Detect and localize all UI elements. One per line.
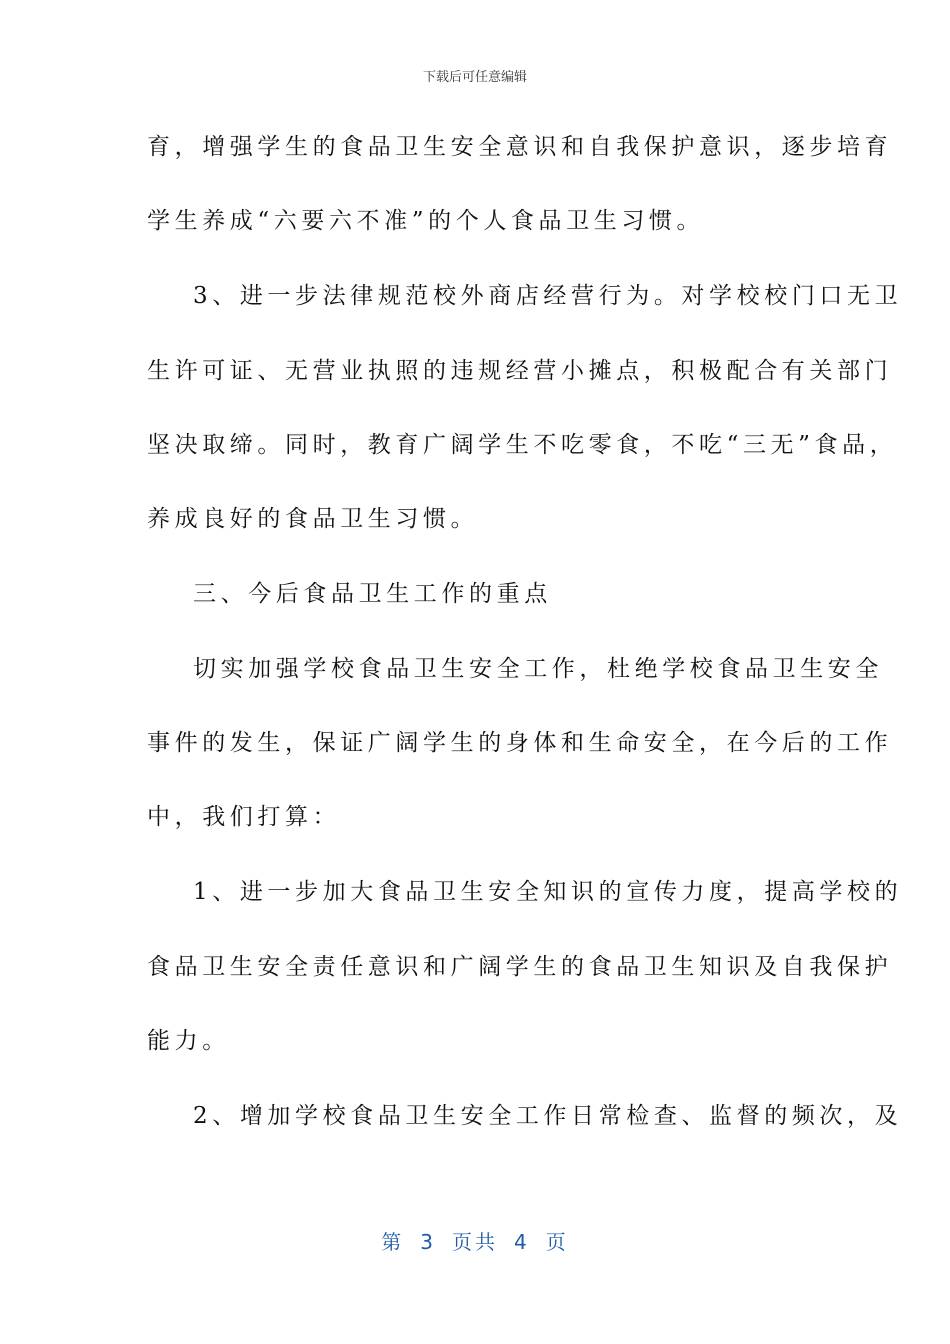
body-line: 坚决取缔。同时，教育广阔学生不吃零食，不吃“三无”食品， bbox=[147, 432, 898, 458]
page-suffix: 页 bbox=[545, 1230, 569, 1254]
body-line: 3、进一步法律规范校外商店经营行为。对学校校门口无卫 bbox=[193, 283, 903, 309]
body-line: 养成良好的食品卫生习惯。 bbox=[147, 506, 479, 532]
body-line: 切实加强学校食品卫生安全工作，杜绝学校食品卫生安全 bbox=[193, 656, 883, 682]
page-middle: 页共 bbox=[452, 1230, 498, 1254]
page-header: 下载后可任意编辑 bbox=[422, 70, 527, 85]
body-line: 能力。 bbox=[147, 1028, 230, 1054]
body-line: 育，增强学生的食品卫生安全意识和自我保护意识，逐步培育 bbox=[147, 134, 893, 160]
body-line: 事件的发生，保证广阔学生的身体和生命安全，在今后的工作 bbox=[147, 730, 893, 756]
total-pages-number: 4 bbox=[514, 1230, 530, 1254]
body-line: 中，我们打算： bbox=[147, 804, 341, 830]
section-heading: 三、今后食品卫生工作的重点 bbox=[193, 581, 552, 607]
page-number-footer bbox=[0, 1226, 950, 1255]
body-line: 学生养成“六要六不准”的个人食品卫生习惯。 bbox=[147, 208, 705, 234]
body-line: 生许可证、无营业执照的违规经营小摊点，积极配合有关部门 bbox=[147, 358, 893, 384]
body-line: 2、增加学校食品卫生安全工作日常检查、监督的频次，及 bbox=[193, 1103, 903, 1129]
current-page-number: 3 bbox=[420, 1230, 436, 1254]
body-line: 1、进一步加大食品卫生安全知识的宣传力度，提高学校的 bbox=[193, 879, 903, 905]
page-prefix: 第 bbox=[381, 1230, 405, 1254]
body-line: 食品卫生安全责任意识和广阔学生的食品卫生知识及自我保护 bbox=[147, 954, 893, 980]
